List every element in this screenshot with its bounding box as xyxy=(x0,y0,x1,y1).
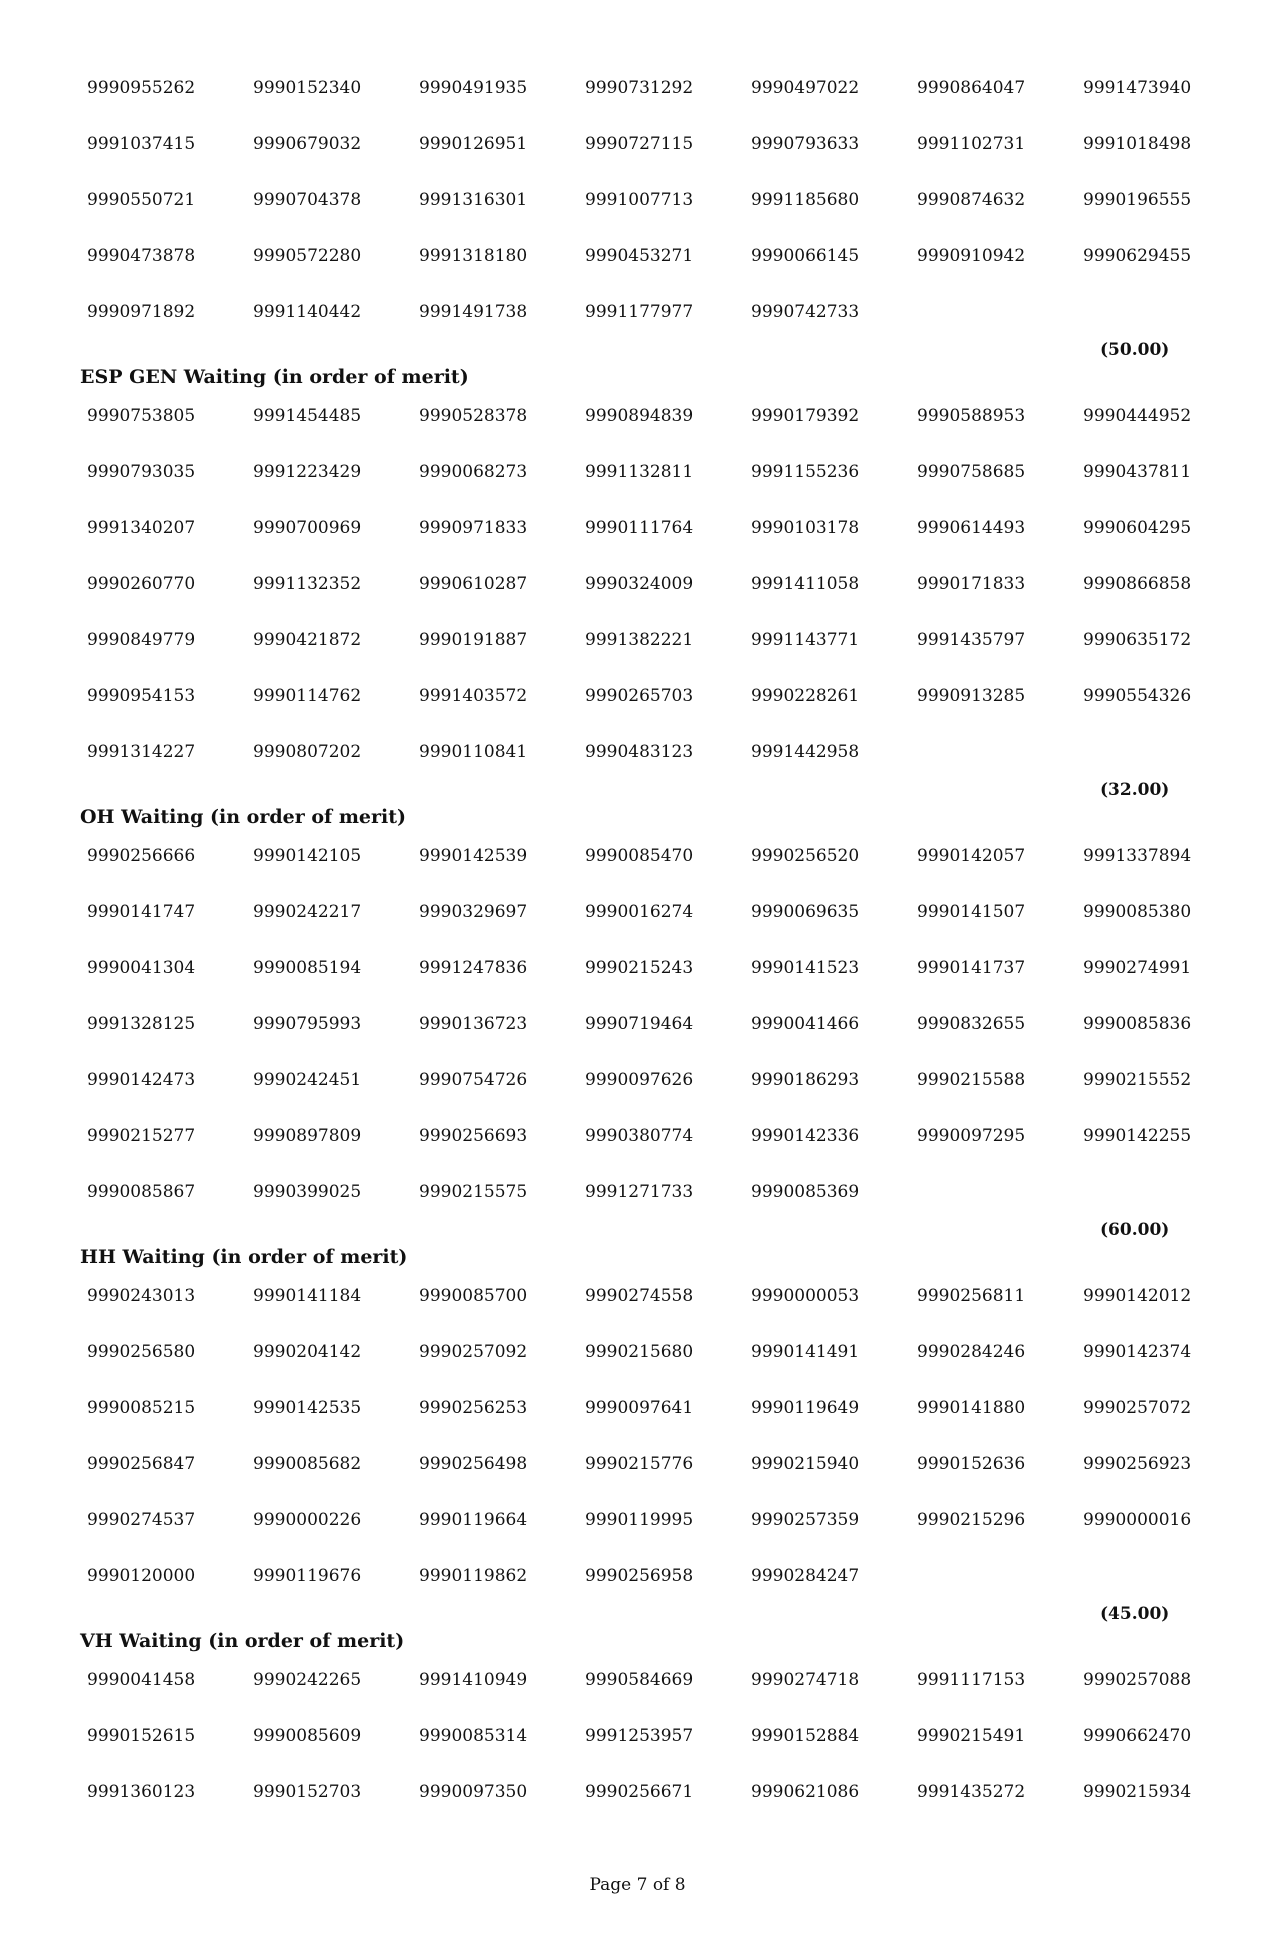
roll-number: 9990141737 xyxy=(917,958,1026,978)
roll-number: 9990215776 xyxy=(585,1454,694,1474)
roll-number-row xyxy=(0,902,1275,958)
roll-number: 9990066145 xyxy=(751,246,860,266)
roll-number: 9990380774 xyxy=(585,1126,694,1146)
roll-number: 9990142535 xyxy=(253,1398,362,1418)
roll-number-row xyxy=(0,1342,1275,1398)
roll-number: 9990864047 xyxy=(917,78,1026,98)
roll-number: 9990142539 xyxy=(419,846,528,866)
roll-number: 9990795993 xyxy=(253,1014,362,1034)
roll-number: 9990228261 xyxy=(751,686,860,706)
roll-number: 9990141880 xyxy=(917,1398,1026,1418)
roll-number: 9991143771 xyxy=(751,630,860,650)
roll-number: 9990243013 xyxy=(87,1286,196,1306)
roll-number: 9990874632 xyxy=(917,190,1026,210)
roll-number: 9990041304 xyxy=(87,958,196,978)
roll-number-row xyxy=(0,1014,1275,1070)
roll-number: 9990085380 xyxy=(1083,902,1192,922)
roll-number: 9990142012 xyxy=(1083,1286,1192,1306)
roll-number: 9990085836 xyxy=(1083,1014,1192,1034)
roll-number: 9990971833 xyxy=(419,518,528,538)
roll-number: 9991435797 xyxy=(917,630,1026,650)
roll-number: 9991271733 xyxy=(585,1182,694,1202)
roll-number: 9990635172 xyxy=(1083,630,1192,650)
roll-number-row xyxy=(0,1566,1275,1622)
roll-number: 9990119995 xyxy=(585,1510,694,1530)
roll-number: 9991491738 xyxy=(419,302,528,322)
roll-number: 9990041458 xyxy=(87,1670,196,1690)
roll-number: 9990256498 xyxy=(419,1454,528,1474)
roll-number: 9990256923 xyxy=(1083,1454,1192,1474)
roll-number: 9990085314 xyxy=(419,1726,528,1746)
roll-number: 9990016274 xyxy=(585,902,694,922)
roll-number: 9991403572 xyxy=(419,686,528,706)
roll-number: 9990265703 xyxy=(585,686,694,706)
roll-number: 9990204142 xyxy=(253,1342,362,1362)
roll-number-row xyxy=(0,190,1275,246)
roll-number: 9990000226 xyxy=(253,1510,362,1530)
section-heading: OH Waiting (in order of merit) xyxy=(80,806,407,828)
roll-number: 9990141523 xyxy=(751,958,860,978)
roll-number: 9991340207 xyxy=(87,518,196,538)
roll-number: 9990793633 xyxy=(751,134,860,154)
roll-number: 9991018498 xyxy=(1083,134,1192,154)
cutoff-marks: (32.00) xyxy=(1100,780,1170,800)
roll-number: 9990085867 xyxy=(87,1182,196,1202)
roll-number: 9990119649 xyxy=(751,1398,860,1418)
roll-number: 9991132352 xyxy=(253,574,362,594)
roll-number: 9991314227 xyxy=(87,742,196,762)
roll-number: 9990955262 xyxy=(87,78,196,98)
roll-number: 9990126951 xyxy=(419,134,528,154)
roll-number: 9990584669 xyxy=(585,1670,694,1690)
roll-number: 9990085700 xyxy=(419,1286,528,1306)
roll-number: 9990849779 xyxy=(87,630,196,650)
roll-number: 9990497022 xyxy=(751,78,860,98)
roll-number: 9990179392 xyxy=(751,406,860,426)
roll-number-row xyxy=(0,518,1275,574)
roll-number-row xyxy=(0,302,1275,358)
roll-number: 9990421872 xyxy=(253,630,362,650)
roll-number: 9990215588 xyxy=(917,1070,1026,1090)
roll-number: 9990103178 xyxy=(751,518,860,538)
roll-number: 9991442958 xyxy=(751,742,860,762)
roll-number-row xyxy=(0,742,1275,798)
roll-number: 9990085369 xyxy=(751,1182,860,1202)
roll-number-row xyxy=(0,1286,1275,1342)
roll-number: 9990444952 xyxy=(1083,406,1192,426)
roll-number: 9990727115 xyxy=(585,134,694,154)
roll-number: 9990260770 xyxy=(87,574,196,594)
roll-number: 9991328125 xyxy=(87,1014,196,1034)
roll-number: 9990085470 xyxy=(585,846,694,866)
roll-number: 9990971892 xyxy=(87,302,196,322)
roll-number: 9990215934 xyxy=(1083,1782,1192,1802)
roll-number: 9990215575 xyxy=(419,1182,528,1202)
roll-number-row xyxy=(0,1182,1275,1238)
roll-number: 9990141184 xyxy=(253,1286,362,1306)
roll-number: 9990111764 xyxy=(585,518,694,538)
roll-number: 9991185680 xyxy=(751,190,860,210)
roll-number: 9990215296 xyxy=(917,1510,1026,1530)
roll-number: 9990215940 xyxy=(751,1454,860,1474)
roll-number-row xyxy=(0,1454,1275,1510)
roll-number-row xyxy=(0,134,1275,190)
roll-number: 9991037415 xyxy=(87,134,196,154)
roll-number: 9990097626 xyxy=(585,1070,694,1090)
roll-number: 9990256253 xyxy=(419,1398,528,1418)
roll-number: 9990897809 xyxy=(253,1126,362,1146)
roll-number: 9990274718 xyxy=(751,1670,860,1690)
roll-number: 9990171833 xyxy=(917,574,1026,594)
roll-number: 9990152884 xyxy=(751,1726,860,1746)
roll-number: 9991410949 xyxy=(419,1670,528,1690)
roll-number: 9990274537 xyxy=(87,1510,196,1530)
roll-number: 9990142057 xyxy=(917,846,1026,866)
roll-number: 9990186293 xyxy=(751,1070,860,1090)
roll-number: 9990215491 xyxy=(917,1726,1026,1746)
roll-number: 9990142374 xyxy=(1083,1342,1192,1362)
roll-number: 9990719464 xyxy=(585,1014,694,1034)
roll-number: 9991360123 xyxy=(87,1782,196,1802)
roll-number: 9990257072 xyxy=(1083,1398,1192,1418)
roll-number: 9991382221 xyxy=(585,630,694,650)
roll-number-row xyxy=(0,846,1275,902)
roll-number-row xyxy=(0,1070,1275,1126)
roll-number: 9990866858 xyxy=(1083,574,1192,594)
roll-number: 9990141491 xyxy=(751,1342,860,1362)
roll-number: 9990679032 xyxy=(253,134,362,154)
roll-number: 9990119676 xyxy=(253,1566,362,1586)
roll-number: 9990215680 xyxy=(585,1342,694,1362)
roll-number: 9990758685 xyxy=(917,462,1026,482)
roll-number-row xyxy=(0,958,1275,1014)
roll-number: 9990399025 xyxy=(253,1182,362,1202)
roll-number: 9990913285 xyxy=(917,686,1026,706)
roll-number: 9990453271 xyxy=(585,246,694,266)
roll-number: 9990256847 xyxy=(87,1454,196,1474)
roll-number: 9990142336 xyxy=(751,1126,860,1146)
roll-number: 9990807202 xyxy=(253,742,362,762)
roll-number: 9990793035 xyxy=(87,462,196,482)
cutoff-marks: (50.00) xyxy=(1100,340,1170,360)
roll-number: 9990753805 xyxy=(87,406,196,426)
roll-number: 9991316301 xyxy=(419,190,528,210)
roll-number: 9990085215 xyxy=(87,1398,196,1418)
roll-number: 9990483123 xyxy=(585,742,694,762)
roll-number-row xyxy=(0,462,1275,518)
roll-number-row xyxy=(0,1782,1275,1838)
roll-number: 9991140442 xyxy=(253,302,362,322)
roll-number: 9990621086 xyxy=(751,1782,860,1802)
roll-number: 9990704378 xyxy=(253,190,362,210)
page-number-footer: Page 7 of 8 xyxy=(589,1875,686,1895)
roll-number: 9990604295 xyxy=(1083,518,1192,538)
roll-number: 9990274558 xyxy=(585,1286,694,1306)
roll-number: 9990119664 xyxy=(419,1510,528,1530)
roll-number: 9990069635 xyxy=(751,902,860,922)
roll-number: 9990256520 xyxy=(751,846,860,866)
roll-number: 9991223429 xyxy=(253,462,362,482)
roll-number: 9990754726 xyxy=(419,1070,528,1090)
roll-number: 9990085682 xyxy=(253,1454,362,1474)
section-heading: ESP GEN Waiting (in order of merit) xyxy=(80,366,469,388)
roll-number: 9990329697 xyxy=(419,902,528,922)
roll-number: 9990152703 xyxy=(253,1782,362,1802)
roll-number: 9990274991 xyxy=(1083,958,1192,978)
roll-number: 9990152340 xyxy=(253,78,362,98)
roll-number: 9990142255 xyxy=(1083,1126,1192,1146)
roll-number: 9990041466 xyxy=(751,1014,860,1034)
roll-number: 9991411058 xyxy=(751,574,860,594)
roll-number: 9990257359 xyxy=(751,1510,860,1530)
roll-number: 9990954153 xyxy=(87,686,196,706)
roll-number: 9990731292 xyxy=(585,78,694,98)
roll-number: 9991454485 xyxy=(253,406,362,426)
roll-number: 9991318180 xyxy=(419,246,528,266)
roll-number: 9990629455 xyxy=(1083,246,1192,266)
roll-number: 9991132811 xyxy=(585,462,694,482)
roll-number: 9991253957 xyxy=(585,1726,694,1746)
section-heading: VH Waiting (in order of merit) xyxy=(80,1630,405,1652)
roll-number-row xyxy=(0,574,1275,630)
section-heading: HH Waiting (in order of merit) xyxy=(80,1246,408,1268)
roll-number: 9990256693 xyxy=(419,1126,528,1146)
roll-number: 9990068273 xyxy=(419,462,528,482)
roll-number: 9990196555 xyxy=(1083,190,1192,210)
roll-number: 9990256671 xyxy=(585,1782,694,1802)
roll-number: 9990152615 xyxy=(87,1726,196,1746)
roll-number: 9990097350 xyxy=(419,1782,528,1802)
roll-number: 9991117153 xyxy=(917,1670,1026,1690)
roll-number: 9990256580 xyxy=(87,1342,196,1362)
roll-number: 9990000016 xyxy=(1083,1510,1192,1530)
roll-number: 9990119862 xyxy=(419,1566,528,1586)
roll-number: 9990242217 xyxy=(253,902,362,922)
roll-number-row xyxy=(0,1398,1275,1454)
roll-number: 9991155236 xyxy=(751,462,860,482)
roll-number: 9990141747 xyxy=(87,902,196,922)
roll-number: 9990284247 xyxy=(751,1566,860,1586)
roll-number: 9990610287 xyxy=(419,574,528,594)
roll-number: 9990256666 xyxy=(87,846,196,866)
roll-number: 9990910942 xyxy=(917,246,1026,266)
roll-number: 9990257088 xyxy=(1083,1670,1192,1690)
roll-number: 9990141507 xyxy=(917,902,1026,922)
roll-number: 9990242265 xyxy=(253,1670,362,1690)
roll-number: 9990742733 xyxy=(751,302,860,322)
roll-number: 9990114762 xyxy=(253,686,362,706)
roll-number: 9990284246 xyxy=(917,1342,1026,1362)
roll-number: 9990110841 xyxy=(419,742,528,762)
roll-number: 9990491935 xyxy=(419,78,528,98)
roll-number: 9990136723 xyxy=(419,1014,528,1034)
roll-number: 9991435272 xyxy=(917,1782,1026,1802)
roll-number-row xyxy=(0,78,1275,134)
roll-number: 9990550721 xyxy=(87,190,196,210)
roll-number-row xyxy=(0,1670,1275,1726)
roll-number: 9991177977 xyxy=(585,302,694,322)
roll-number-row xyxy=(0,686,1275,742)
roll-number: 9990152636 xyxy=(917,1454,1026,1474)
roll-number: 9990085609 xyxy=(253,1726,362,1746)
roll-number: 9991247836 xyxy=(419,958,528,978)
roll-number: 9990832655 xyxy=(917,1014,1026,1034)
roll-number: 9990097295 xyxy=(917,1126,1026,1146)
roll-number: 9991007713 xyxy=(585,190,694,210)
roll-number: 9990894839 xyxy=(585,406,694,426)
roll-number: 9990257092 xyxy=(419,1342,528,1362)
roll-number: 9990097641 xyxy=(585,1398,694,1418)
roll-number: 9990215243 xyxy=(585,958,694,978)
roll-number: 9990554326 xyxy=(1083,686,1192,706)
roll-number-row xyxy=(0,630,1275,686)
roll-number: 9991473940 xyxy=(1083,78,1192,98)
roll-number: 9990662470 xyxy=(1083,1726,1192,1746)
roll-number: 9990473878 xyxy=(87,246,196,266)
roll-number: 9990085194 xyxy=(253,958,362,978)
roll-number: 9991337894 xyxy=(1083,846,1192,866)
roll-number: 9990242451 xyxy=(253,1070,362,1090)
roll-number: 9990120000 xyxy=(87,1566,196,1586)
roll-number-row xyxy=(0,1510,1275,1566)
roll-number: 9990614493 xyxy=(917,518,1026,538)
roll-number: 9990215552 xyxy=(1083,1070,1192,1090)
roll-number-row xyxy=(0,1126,1275,1182)
roll-number: 9990000053 xyxy=(751,1286,860,1306)
roll-number: 9990437811 xyxy=(1083,462,1192,482)
roll-number: 9990588953 xyxy=(917,406,1026,426)
roll-number: 9990142473 xyxy=(87,1070,196,1090)
roll-number: 9990572280 xyxy=(253,246,362,266)
cutoff-marks: (60.00) xyxy=(1100,1220,1170,1240)
roll-number-row xyxy=(0,1726,1275,1782)
roll-number: 9990191887 xyxy=(419,630,528,650)
roll-number: 9991102731 xyxy=(917,134,1026,154)
roll-number: 9990528378 xyxy=(419,406,528,426)
roll-number: 9990256958 xyxy=(585,1566,694,1586)
roll-number: 9990215277 xyxy=(87,1126,196,1146)
roll-number: 9990142105 xyxy=(253,846,362,866)
roll-number: 9990700969 xyxy=(253,518,362,538)
roll-number-row xyxy=(0,406,1275,462)
roll-number: 9990324009 xyxy=(585,574,694,594)
roll-number: 9990256811 xyxy=(917,1286,1026,1306)
cutoff-marks: (45.00) xyxy=(1100,1604,1170,1624)
roll-number-row xyxy=(0,246,1275,302)
